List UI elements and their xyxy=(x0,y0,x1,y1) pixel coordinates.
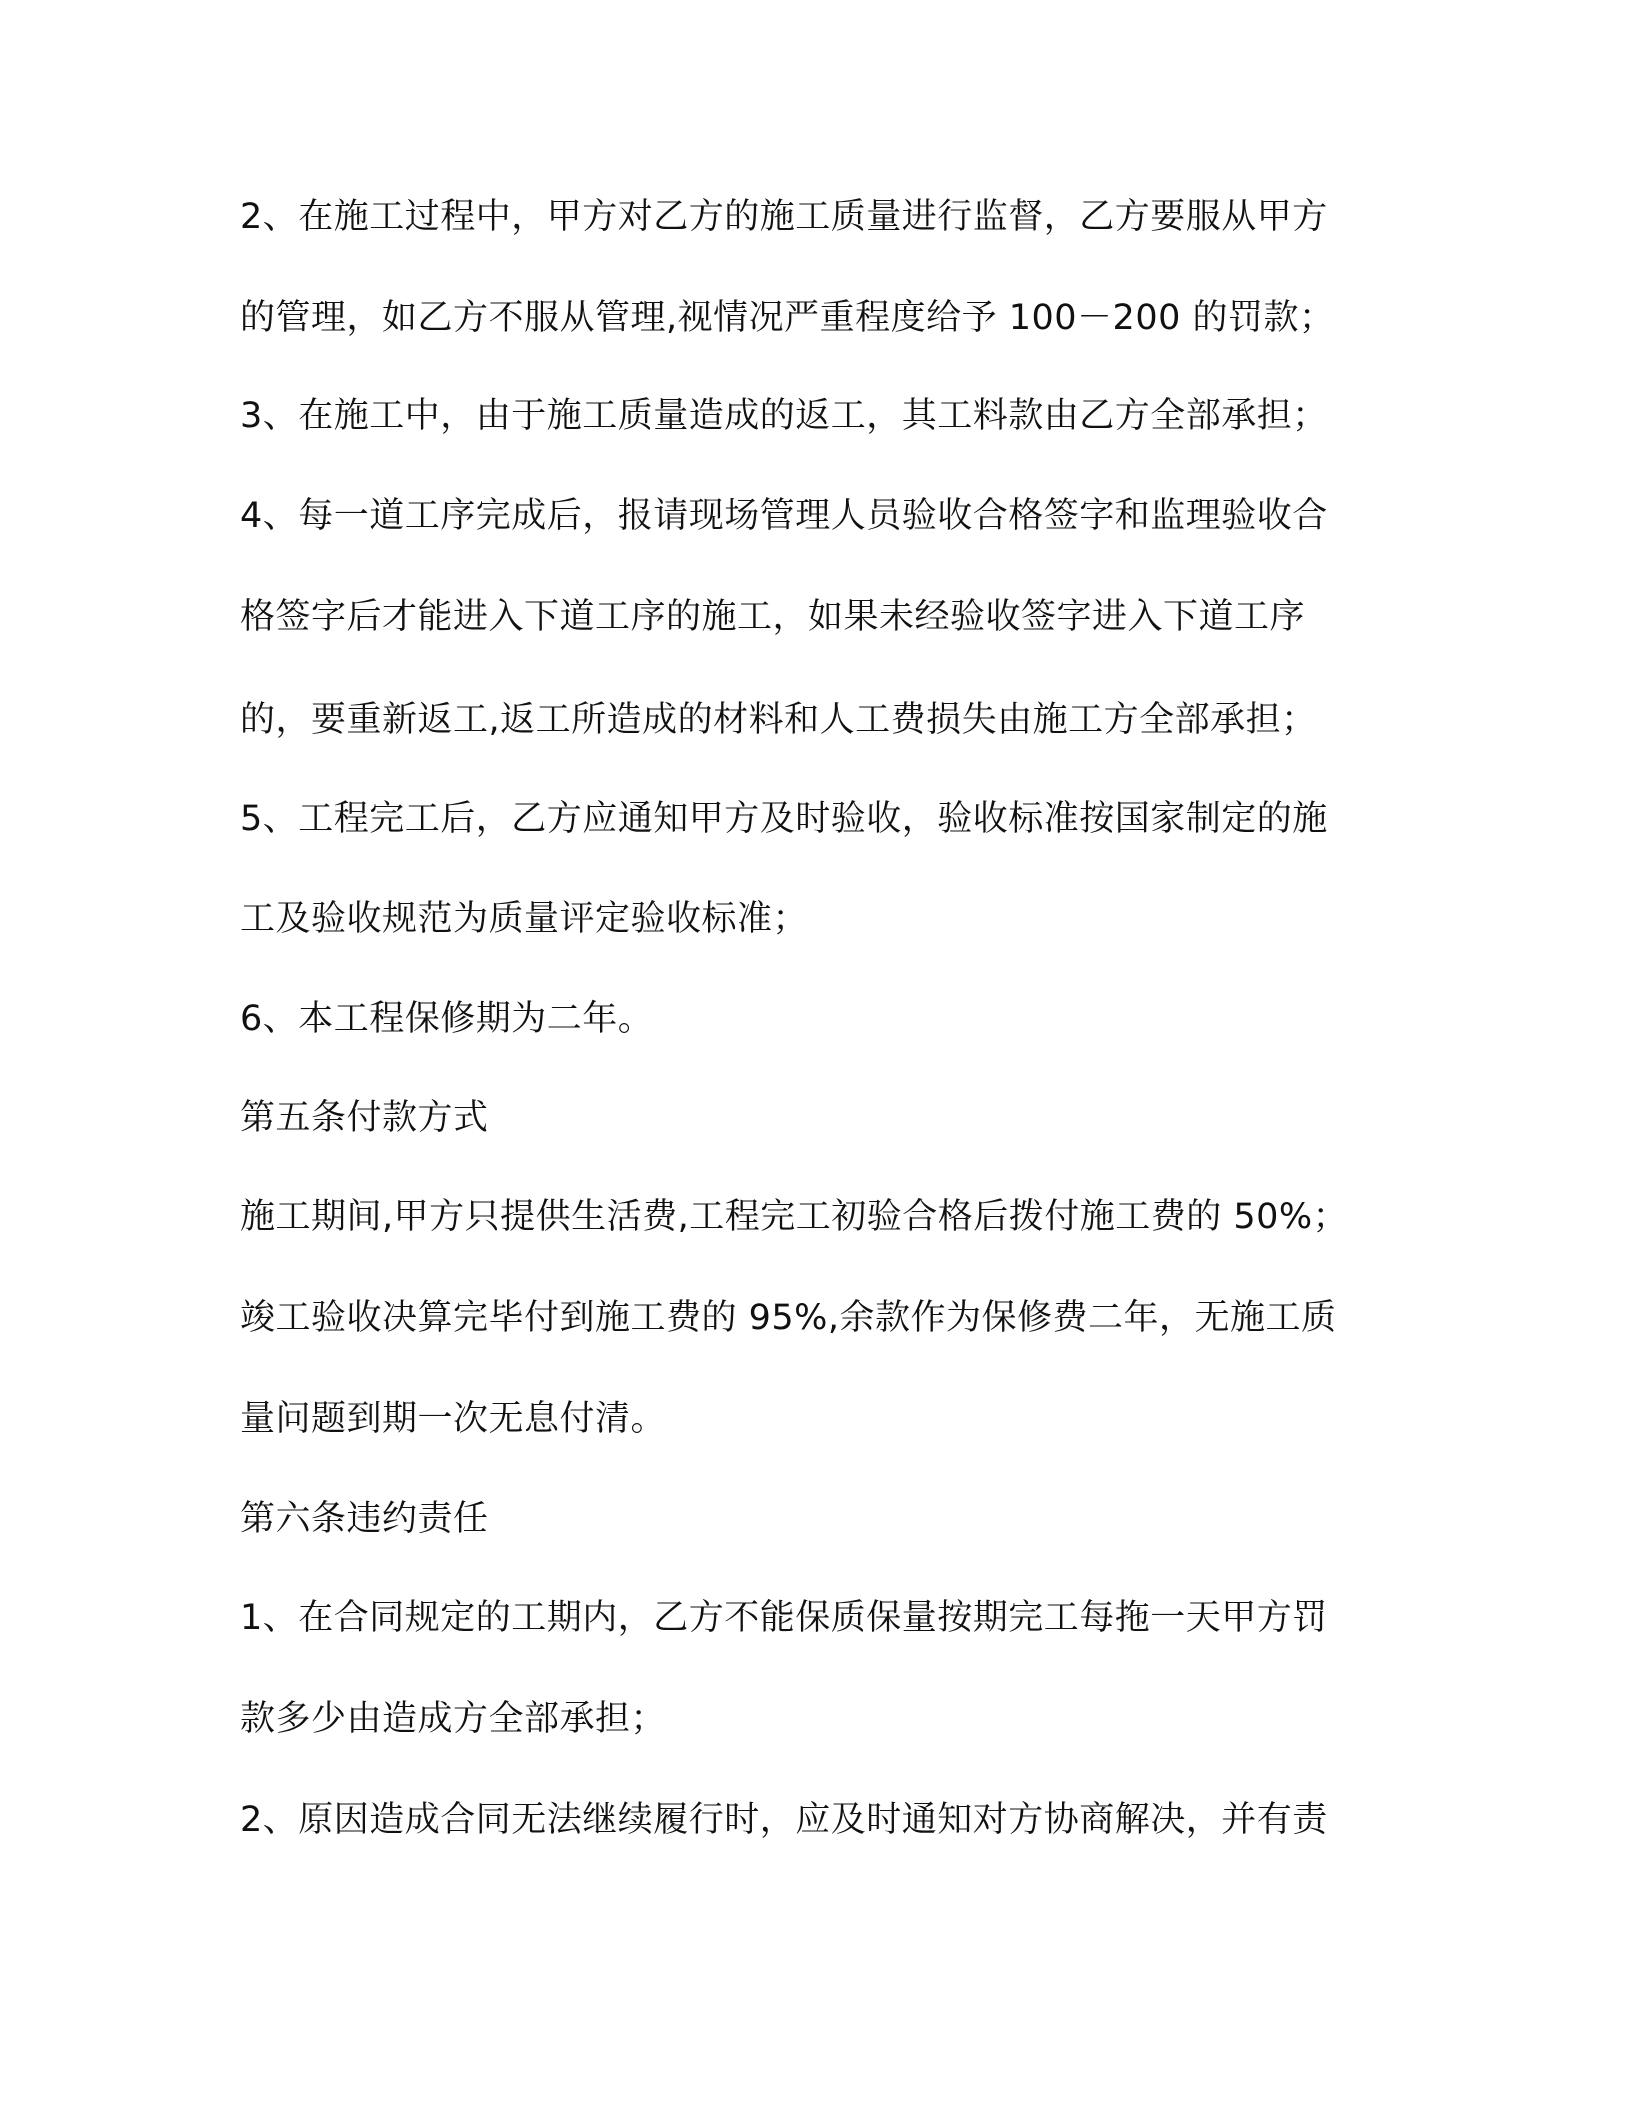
text-line: 款多少由造成方全部承担； xyxy=(240,1699,667,1739)
text-line: 1、在合同规定的工期内，乙方不能保质保量按期完工每拖一天甲方罚 xyxy=(240,1598,1328,1638)
section-heading: 第五条付款方式 xyxy=(240,1098,489,1138)
text-line: 施工期间,甲方只提供生活费,工程完工初验合格后拨付施工费的 50%； xyxy=(240,1197,1349,1237)
text-line: 的管理，如乙方不服从管理,视情况严重程度给予 100－200 的罚款； xyxy=(240,298,1335,338)
text-line: 4、每一道工序完成后，报请现场管理人员验收合格签字和监理验收合 xyxy=(240,496,1328,536)
text-line: 6、本工程保修期为二年。 xyxy=(240,999,654,1039)
text-line: 竣工验收决算完毕付到施工费的 95%,余款作为保修费二年，无施工质 xyxy=(240,1298,1337,1338)
text-line: 格签字后才能进入下道工序的施工，如果未经验收签字进入下道工序 xyxy=(240,597,1306,637)
text-line: 2、原因造成合同无法继续履行时，应及时通知对方协商解决，并有责 xyxy=(240,1800,1328,1840)
section-heading: 第六条违约责任 xyxy=(240,1499,489,1539)
text-line: 2、在施工过程中，甲方对乙方的施工质量进行监督，乙方要服从甲方 xyxy=(240,197,1328,237)
text-line: 工及验收规范为质量评定验收标准； xyxy=(240,899,809,939)
text-line: 5、工程完工后，乙方应通知甲方及时验收，验收标准按国家制定的施 xyxy=(240,799,1328,839)
text-line: 量问题到期一次无息付清。 xyxy=(240,1399,667,1439)
text-line: 的，要重新返工,返工所造成的材料和人工费损失由施工方全部承担； xyxy=(240,700,1317,740)
text-line: 3、在施工中，由于施工质量造成的返工，其工料款由乙方全部承担； xyxy=(240,396,1328,436)
